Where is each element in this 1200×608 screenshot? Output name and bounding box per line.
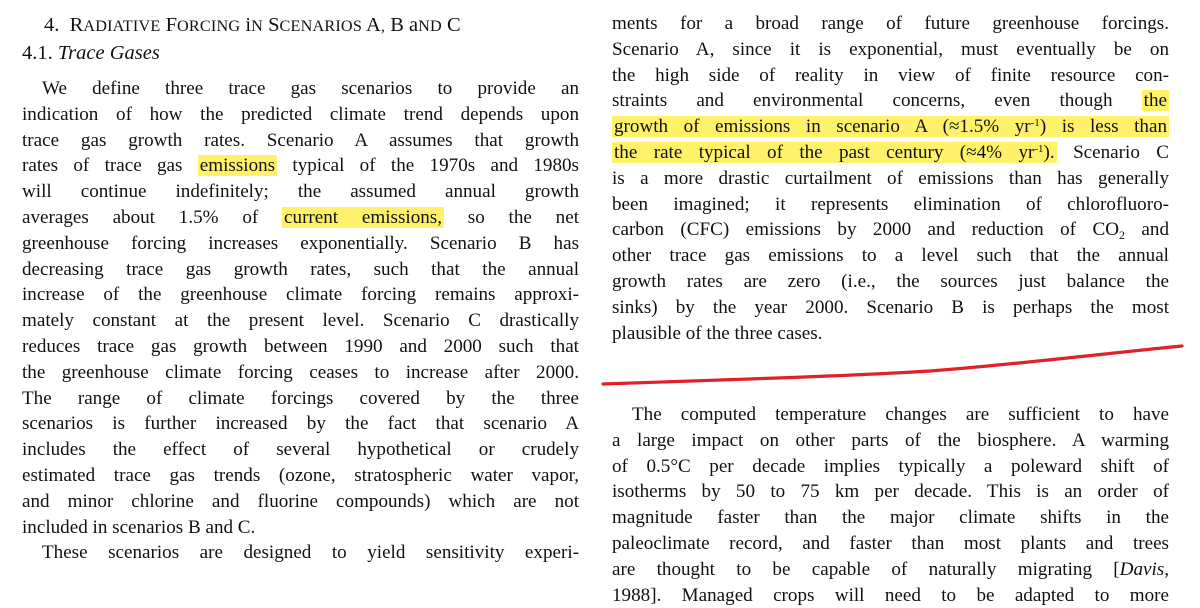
subsection-heading (22, 42, 160, 65)
text-line: mately constant at the present level. Scenario C drastically (22, 310, 579, 332)
highlight-rate-typical: the rate typical of the past century (≈4% $yr^{-1}$). (614, 141, 1055, 163)
text-line: been imagined; it represents elimination of chlorofluoro- (612, 193, 1169, 215)
section-title: RADIATIVE FORCING iN SCENARIOS A, B aND C (69, 14, 461, 36)
text-line: We define three trace gas scenarios to provide an (42, 78, 579, 99)
text-line: Scenario A, since it is exponential, must eventually be on (612, 38, 1169, 60)
text-line: increase of the greenhouse climate forcing remains approxi- (22, 284, 579, 306)
text-line: decreasing trace gas growth rates, such that the annual (22, 258, 579, 280)
text-line: magnitude faster than the major climate shifts in the (612, 507, 1169, 529)
text-line: are thought to be capable of naturally migrating [Davis, (612, 558, 1169, 580)
text-line: straints and environmental concerns, even though the (612, 90, 1167, 112)
text-line: will continue indefinitely; the assumed annual growth (22, 181, 579, 203)
text-line: plausible of the three cases. (612, 322, 823, 344)
text-line: estimated trace gas trends (ozone, stratospheric water vapor, (22, 464, 579, 486)
paragraph-temperature-impacts (612, 402, 1169, 608)
highlight-growth-of-emissions: growth of emissions in scenario A (≈1.5% $yr^{-1}$) is less than (614, 116, 1167, 138)
paragraph-scenario-discussion (612, 11, 1169, 346)
highlight-current-emissions: current emissions, (284, 206, 442, 228)
text-line: These scenarios are designed to yield sensitivity experi- (42, 542, 579, 564)
section-number: 4. (44, 14, 60, 36)
text-line: growth rates are zero (i.e., the sources just balance the (612, 270, 1169, 292)
text-line: includes the effect of several hypothetical or crudely (22, 439, 579, 461)
text-line: of 0.5°C per decade implies typically a poleward shift of (612, 455, 1169, 477)
text-line: the rate typical of the past century (≈4% $yr^{-1}$). Scenario C (614, 141, 1169, 163)
text-line: paleoclimate record, and faster than most plants and trees (612, 532, 1169, 554)
text-line: 1988]. Managed crops will need to be adapted to more (612, 584, 1169, 606)
text-line: a large impact on other parts of the biosphere. A warming (612, 429, 1169, 451)
text-line: The range of climate forcings covered by the three (22, 387, 579, 409)
text-line: sinks) by the year 2000. Scenario B is perhaps the most (612, 296, 1169, 318)
text-line: included in scenarios B and C. (22, 516, 256, 538)
text-line: carbon (CFC) emissions by 2000 and reduction of $CO_2$ and (612, 219, 1169, 243)
paragraph-scenario-definitions (22, 76, 579, 566)
highlight-the: the (1143, 90, 1167, 112)
text-line: the greenhouse climate forcing ceases to increase after 2000. (22, 361, 579, 383)
text-line (612, 114, 1169, 140)
text-line: greenhouse forcing increases exponentially. Scenario B has (22, 232, 579, 254)
subsection-title: Trace Gases (57, 42, 160, 64)
text-line: other trace gas emissions to a level such that the annual (612, 245, 1169, 267)
text-line: is a more drastic curtailment of emissions than has generally (612, 167, 1169, 189)
text-line: ments for a broad range of future greenhouse forcings. (612, 13, 1169, 34)
red-annotation-line (600, 336, 1190, 396)
text-line: scenarios is further increased by the fact that scenario A (22, 413, 579, 435)
text-line: isotherms by 50 to 75 km per decade. This is an order of (612, 481, 1169, 503)
text-line: and minor chlorine and fluorine compounds) which are not (22, 490, 579, 512)
text-line: indication of how the predicted climate trend depends upon (22, 103, 579, 125)
section-heading (44, 14, 461, 37)
text-line: trace gas growth rates. Scenario A assumes that growth (22, 129, 579, 151)
text-line: averages about 1.5% of current emissions, so the net (22, 206, 579, 228)
text-line: The computed temperature changes are sufficient to have (632, 404, 1169, 425)
text-line: rates of trace gas emissions typical of the 1970s and 1980s (22, 155, 579, 177)
highlight-emissions: emissions (199, 155, 276, 177)
subsection-number: 4.1. (22, 42, 53, 64)
text-line: reduces trace gas growth between 1990 and 2000 such that (22, 335, 579, 357)
text-line: the high side of reality in view of finite resource con- (612, 64, 1169, 86)
